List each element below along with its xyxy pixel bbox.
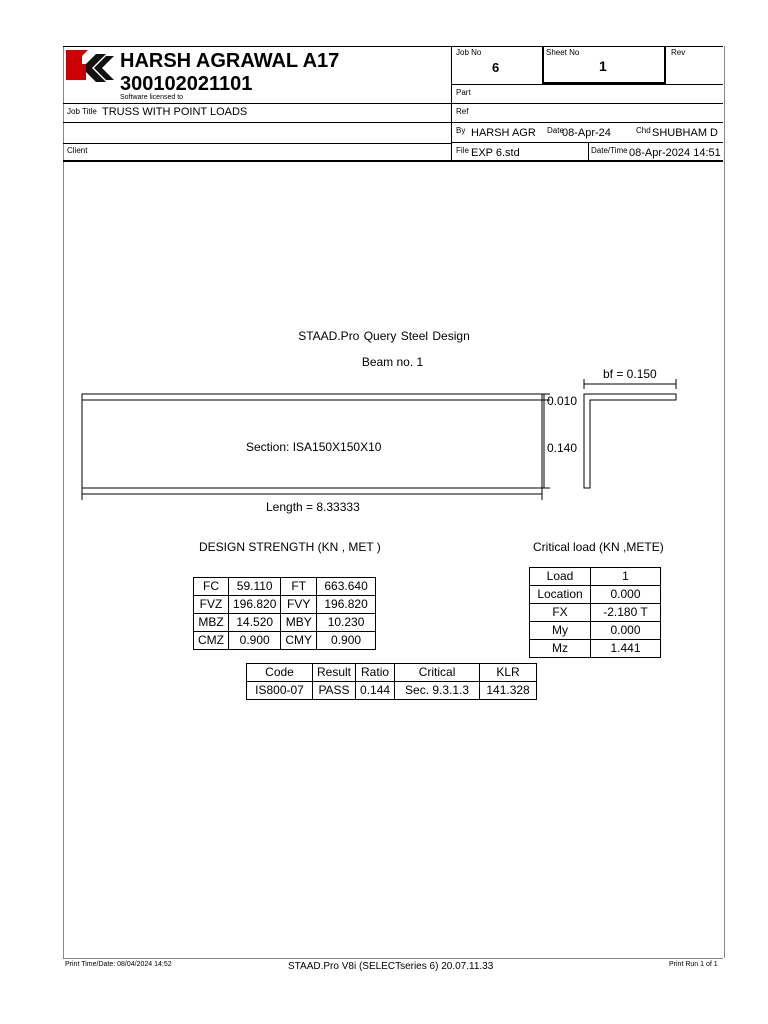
cell-divider [588, 142, 589, 160]
table-cell: Location [530, 586, 591, 604]
table-header-cell: Ratio [356, 664, 395, 682]
job-title-label: Job Title [67, 107, 97, 116]
table-row [247, 682, 537, 700]
table-cell: FVZ [194, 596, 229, 614]
table-cell: 0.144 [356, 682, 395, 700]
footer-rule [63, 958, 723, 959]
table-cell: 1 [591, 568, 661, 586]
table-cell: FVY [281, 596, 317, 614]
table-cell: FX [530, 604, 591, 622]
table-header-cell: Result [313, 664, 356, 682]
software-licensed-label: Software licensed to [120, 94, 184, 101]
table-cell: CMZ [194, 632, 229, 650]
table-row [194, 578, 376, 596]
table-cell: 0.000 [591, 586, 661, 604]
license-number: 300102021101 [120, 73, 253, 95]
software-version: STAAD.Pro V8i (SELECTseries 6) 20.07.11.33 [288, 961, 494, 972]
by-label: By [456, 126, 466, 135]
row-rule [63, 122, 723, 123]
table-cell: 10.230 [317, 614, 376, 632]
job-no: 6 [492, 60, 500, 75]
table-row [530, 640, 661, 658]
table-cell: Load [530, 568, 591, 586]
critical-load-table [529, 567, 661, 658]
table-cell: 0.900 [317, 632, 376, 650]
table-cell: MBZ [194, 614, 229, 632]
table-cell: 0.900 [229, 632, 281, 650]
table-cell: PASS [313, 682, 356, 700]
table-cell: 196.820 [229, 596, 281, 614]
table-cell: -2.180 T [591, 604, 661, 622]
table-cell: MBY [281, 614, 317, 632]
file-value: EXP 6.std [471, 147, 520, 159]
critical-load-title: Critical load (KN ,METE) [533, 540, 664, 554]
table-row [194, 596, 376, 614]
sheet-no: 1 [599, 58, 607, 74]
table-header-cell: Critical [395, 664, 480, 682]
angle-section-shape [584, 394, 676, 488]
company-logo [66, 50, 114, 86]
header-divider [451, 46, 452, 162]
part-label: Part [456, 88, 471, 97]
table-cell: 196.820 [317, 596, 376, 614]
section-depth-label: 0.140 [547, 441, 578, 455]
table-row [530, 568, 661, 586]
table-cell: FC [194, 578, 229, 596]
table-header-cell: Code [247, 664, 313, 682]
table-cell: My [530, 622, 591, 640]
datetime-value: 08-Apr-2024 14:51 [629, 147, 721, 159]
table-row [530, 604, 661, 622]
table-header-row [247, 664, 537, 682]
file-label: File [456, 146, 469, 155]
table-cell: 1.441 [591, 640, 661, 658]
table-cell: Mz [530, 640, 591, 658]
table-cell: 59.110 [229, 578, 281, 596]
table-cell: IS800-07 [247, 682, 313, 700]
query-title: STAAD.Pro Query Steel Design [298, 329, 470, 343]
table-row [194, 632, 376, 650]
print-time: Print Time/Date: 08/04/2024 14:52 [65, 961, 172, 968]
table-cell: 141.328 [480, 682, 537, 700]
table-header-cell: KLR [480, 664, 537, 682]
table-row [194, 614, 376, 632]
chd-label: Chd [636, 126, 651, 135]
bf-label: bf = 0.150 [603, 367, 657, 381]
row-rule [451, 142, 723, 143]
job-title: TRUSS WITH POINT LOADS [102, 106, 248, 118]
length-label: Length = 8.33333 [266, 500, 360, 514]
job-no-label: Job No [456, 48, 482, 57]
chd-value: SHUBHAM D [652, 127, 719, 139]
date-label: Date [547, 126, 564, 135]
section-label: Section: ISA150X150X10 [246, 440, 382, 454]
beam-number: Beam no. 1 [361, 355, 424, 369]
rev-label: Rev [671, 48, 686, 57]
table-cell: CMY [281, 632, 317, 650]
ref-label: Ref [456, 107, 469, 116]
by-value: HARSH AGR [471, 127, 536, 139]
table-cell: 14.520 [229, 614, 281, 632]
design-strength-title: DESIGN STRENGTH (KN , MET ) [199, 540, 381, 554]
row-rule [63, 143, 451, 144]
table-cell: 0.000 [591, 622, 661, 640]
client-label: Client [67, 146, 88, 155]
sheet-no-label: Sheet No [546, 48, 580, 57]
flange-thickness-label: 0.010 [547, 394, 578, 408]
table-cell: FT [281, 578, 317, 596]
header-bottom-rule [63, 160, 723, 162]
table-cell: Sec. 9.3.1.3 [395, 682, 480, 700]
row-rule [63, 103, 723, 104]
table-row [530, 622, 661, 640]
table-cell: 663.640 [317, 578, 376, 596]
code-check-table [246, 663, 537, 700]
design-strength-table [193, 577, 376, 650]
row-rule [451, 84, 723, 85]
company-name: HARSH AGRAWAL A17 [120, 50, 340, 72]
date-value: 08-Apr-24 [562, 127, 611, 139]
table-row [530, 586, 661, 604]
datetime-label: Date/Time [591, 146, 628, 155]
print-run: Print Run 1 of 1 [669, 961, 718, 968]
